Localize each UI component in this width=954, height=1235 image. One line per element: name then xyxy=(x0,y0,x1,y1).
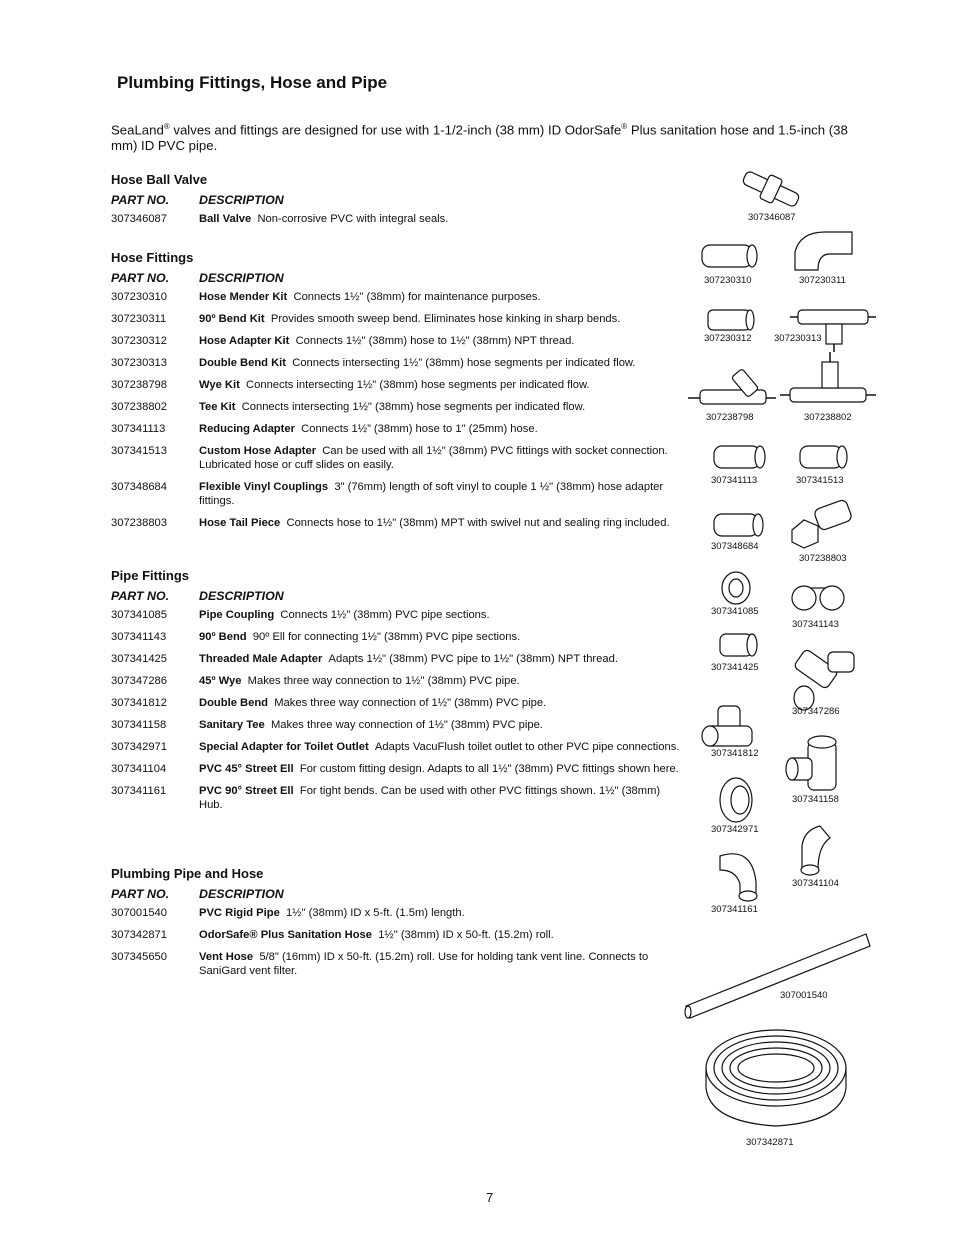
description-header: DESCRIPTION xyxy=(199,589,284,603)
table-row xyxy=(111,212,686,226)
part-number: 307341161 xyxy=(111,785,167,797)
hose-adapter-illustration xyxy=(708,310,754,330)
part-description: Adapts 1½" (38mm) PVC pipe to 1½" (38mm) NPT thread. xyxy=(328,653,618,665)
section-title: Hose Fittings xyxy=(111,250,194,265)
section-hose-ball-valve xyxy=(111,172,686,234)
part-number: 307341812 xyxy=(111,697,167,709)
wye-kit-illustration xyxy=(688,369,776,404)
part-caption: 307238802 xyxy=(804,412,852,423)
part-no-header: PART NO. xyxy=(111,887,170,901)
street-ell-45-illustration xyxy=(801,826,830,875)
part-number: 307238802 xyxy=(111,401,167,413)
part-caption: 307001540 xyxy=(780,990,828,1001)
part-caption: 307341104 xyxy=(792,878,839,889)
sanitary-tee-illustration xyxy=(786,736,836,790)
table-row xyxy=(111,718,686,732)
section-pipe-fittings xyxy=(111,568,686,820)
table-header xyxy=(111,193,686,207)
rigid-pipe-illustration xyxy=(685,934,870,1018)
part-number: 307238803 xyxy=(111,517,167,529)
table-row xyxy=(111,334,686,348)
table-row xyxy=(111,480,686,508)
part-no-header: PART NO. xyxy=(111,589,170,603)
intro-paragraph xyxy=(111,119,851,154)
part-description: 1½" (38mm) ID x 5-ft. (1.5m) length. xyxy=(286,907,465,919)
part-number: 307345650 xyxy=(111,951,167,963)
part-description: Non-corrosive PVC with integral seals. xyxy=(257,213,449,225)
part-caption: 307238798 xyxy=(706,412,754,423)
part-caption: 307346087 xyxy=(748,212,796,223)
part-description: Connects intersecting 1½" (38mm) hose segments per indicated flow. xyxy=(246,379,590,391)
wye-45-illustration xyxy=(793,649,854,710)
section-title: Pipe Fittings xyxy=(111,568,189,583)
part-name: Vent Hose xyxy=(199,951,254,963)
part-number: 307341513 xyxy=(111,445,167,457)
intro-brand: SeaLand xyxy=(111,122,164,138)
part-caption: 307230312 xyxy=(704,333,752,344)
section-plumbing-pipe-and-hose xyxy=(111,866,686,986)
part-name: Double Bend xyxy=(199,697,268,709)
description-header: DESCRIPTION xyxy=(199,193,284,207)
table-row xyxy=(111,928,686,942)
part-description: Can be used with all 1½" (38mm) PVC fittings with socket connection. Lubricated hose or cuff slides on easily. xyxy=(199,445,668,471)
part-description: Connects 1½" (38mm) PVC pipe sections. xyxy=(280,609,490,621)
part-number: 307341113 xyxy=(111,423,166,435)
part-number: 307230311 xyxy=(111,313,167,325)
part-caption: 307348684 xyxy=(711,541,759,552)
part-number: 307348684 xyxy=(111,481,167,493)
table-row xyxy=(111,290,686,304)
part-name: Flexible Vinyl Couplings xyxy=(199,481,329,493)
part-name: Wye Kit xyxy=(199,379,240,391)
part-number: 307230313 xyxy=(111,357,167,369)
section-hose-fittings xyxy=(111,250,686,538)
part-description: 90º Ell for connecting 1½" (38mm) PVC pipe sections. xyxy=(252,631,521,643)
part-no-header: PART NO. xyxy=(111,271,170,285)
hose-mender-illustration xyxy=(702,245,757,267)
table-row xyxy=(111,400,686,414)
part-number: 307342871 xyxy=(111,929,167,941)
part-name: OdorSafe® Plus Sanitation Hose xyxy=(199,929,372,941)
part-description: Connects intersecting 1½” (38mm) hose segments per indicated flow. xyxy=(292,357,636,369)
table-header xyxy=(111,887,686,901)
part-number: 307346087 xyxy=(111,213,167,225)
custom-hose-adapter-illustration xyxy=(800,446,847,468)
part-name: Reducing Adapter xyxy=(199,423,295,435)
table-row xyxy=(111,516,686,530)
threaded-male-adapter-illustration xyxy=(720,634,757,656)
page-title: Plumbing Fittings, Hose and Pipe xyxy=(117,73,388,92)
part-description: Connects 1½” (38mm) hose to 1" (25mm) hose. xyxy=(301,423,538,435)
part-no-header: PART NO. xyxy=(111,193,170,207)
intro-text-1: valves and fittings are designed for use with 1-1/2-inch (38 mm) ID OdorSafe xyxy=(169,122,622,138)
part-name: 90º Bend xyxy=(199,631,247,643)
part-caption: 307230310 xyxy=(704,275,752,286)
table-row xyxy=(111,422,686,436)
table-row xyxy=(111,312,686,326)
part-name: PVC 90° Street Ell xyxy=(199,785,294,797)
part-name: 90º Bend Kit xyxy=(199,313,265,325)
table-row xyxy=(111,784,686,812)
table-row xyxy=(111,950,686,978)
intro-text-2: Plus sanitation hose and 1.5-inch (38 mm) ID PVC pipe. xyxy=(111,122,848,154)
part-description: For custom fitting design. Adapts to all 1½" (38mm) PVC fittings shown here. xyxy=(299,763,679,775)
part-caption: 307341143 xyxy=(792,619,839,630)
table-row xyxy=(111,356,686,370)
part-name: Hose Tail Piece xyxy=(199,517,281,529)
part-caption: 307341085 xyxy=(711,606,759,617)
double-bend-pipe-illustration xyxy=(702,706,752,746)
street-ell-90-illustration xyxy=(720,854,757,901)
part-description: For tight bends. Can be used with other PVC fittings shown. 1½" (38mm) Hub. xyxy=(199,785,661,811)
part-name: 45º Wye xyxy=(199,675,242,687)
part-caption: 307341812 xyxy=(711,748,759,759)
part-name: Double Bend Kit xyxy=(199,357,287,369)
part-description: 3" (76mm) length of soft vinyl to couple 1 ½" (38mm) hose adapter fittings. xyxy=(199,481,664,507)
table-header xyxy=(111,271,686,285)
part-name: PVC Rigid Pipe xyxy=(199,907,280,919)
reducing-adapter-illustration xyxy=(714,446,765,468)
pipe-bend-illustration xyxy=(792,586,844,610)
bend-kit-illustration xyxy=(795,232,852,270)
toilet-adapter-illustration xyxy=(720,778,752,822)
part-description: Connects hose to 1½" (38mm) MPT with swivel nut and sealing ring included. xyxy=(286,517,670,529)
registered-mark: ® xyxy=(621,122,628,131)
part-description: Connects 1½" (38mm) for maintenance purposes. xyxy=(293,291,541,303)
table-row xyxy=(111,608,686,622)
part-number: 307001540 xyxy=(111,907,167,919)
part-number: 307342971 xyxy=(111,741,167,753)
table-row xyxy=(111,906,686,920)
part-description: 1½" (38mm) ID x 50-ft. (15.2m) roll. xyxy=(378,929,554,941)
table-header xyxy=(111,589,686,603)
part-name: PVC 45° Street Ell xyxy=(199,763,294,775)
part-description: Makes three way connection of 1½" (38mm) PVC pipe. xyxy=(270,719,543,731)
part-number: 307230310 xyxy=(111,291,167,303)
part-number: 307341143 xyxy=(111,631,167,643)
part-caption: 307238803 xyxy=(799,553,847,564)
part-number: 307341085 xyxy=(111,609,167,621)
part-description: Connects intersecting 1½" (38mm) hose segments per indicated flow. xyxy=(241,401,586,413)
description-header: DESCRIPTION xyxy=(199,887,284,901)
part-name: Special Adapter for Toilet Outlet xyxy=(199,741,369,753)
table-row xyxy=(111,674,686,688)
table-row xyxy=(111,762,686,776)
registered-mark: ® xyxy=(163,122,170,131)
table-row xyxy=(111,444,686,472)
table-row xyxy=(111,630,686,644)
tee-kit-illustration xyxy=(780,352,876,402)
part-caption: 307342871 xyxy=(746,1137,794,1148)
part-caption: 307230311 xyxy=(799,275,846,286)
hose-coil-illustration xyxy=(706,1030,846,1126)
section-title: Plumbing Pipe and Hose xyxy=(111,866,264,881)
part-name: Pipe Coupling xyxy=(199,609,275,621)
part-description: Connects 1½" (38mm) hose to 1½" (38mm) NPT thread. xyxy=(295,335,575,347)
section-title: Hose Ball Valve xyxy=(111,172,208,187)
part-caption: 307230313 xyxy=(774,333,822,344)
hose-tail-piece-illustration xyxy=(792,499,853,548)
part-name: Custom Hose Adapter xyxy=(199,445,317,457)
flexible-coupling-illustration xyxy=(714,514,763,536)
table-row xyxy=(111,696,686,710)
part-description: Adapts VacuFlush toilet outlet to other PVC pipe connections. xyxy=(374,741,680,753)
part-number: 307230312 xyxy=(111,335,167,347)
part-number: 307341425 xyxy=(111,653,167,665)
ball-valve-illustration xyxy=(742,170,800,207)
part-name: Threaded Male Adapter xyxy=(199,653,323,665)
part-caption: 307341161 xyxy=(711,904,758,915)
part-name: Tee Kit xyxy=(199,401,236,413)
table-row xyxy=(111,378,686,392)
double-bend-illustration xyxy=(790,310,876,352)
description-header: DESCRIPTION xyxy=(199,271,284,285)
part-name: Hose Adapter Kit xyxy=(199,335,290,347)
part-caption: 307347286 xyxy=(792,706,840,717)
part-number: 307347286 xyxy=(111,675,167,687)
part-description: 5/8" (16mm) ID x 50-ft. (15.2m) roll. Use for holding tank vent line. Connects to SaniGard vent filter. xyxy=(199,951,649,977)
part-description: Provides smooth sweep bend. Eliminates hose kinking in sharp bends. xyxy=(270,313,621,325)
table-row xyxy=(111,740,686,754)
part-name: Ball Valve xyxy=(199,213,252,225)
part-description: Makes three way connection of 1½" (38mm) PVC pipe. xyxy=(274,697,547,709)
part-caption: 307341158 xyxy=(792,794,839,805)
part-description: Makes three way connection to 1½" (38mm) PVC pipe. xyxy=(247,675,520,687)
page-number: 7 xyxy=(486,1190,494,1205)
table-row xyxy=(111,652,686,666)
part-name: Hose Mender Kit xyxy=(199,291,288,303)
part-caption: 307341425 xyxy=(711,662,759,673)
part-number: 307341158 xyxy=(111,719,167,731)
part-number: 307238798 xyxy=(111,379,167,391)
part-caption: 307341113 xyxy=(711,475,758,486)
part-name: Sanitary Tee xyxy=(199,719,265,731)
part-caption: 307341513 xyxy=(796,475,844,486)
part-number: 307341104 xyxy=(111,763,167,775)
parts-illustrations xyxy=(680,170,880,1160)
pipe-coupling-illustration xyxy=(722,572,750,604)
part-caption: 307342971 xyxy=(711,824,759,835)
